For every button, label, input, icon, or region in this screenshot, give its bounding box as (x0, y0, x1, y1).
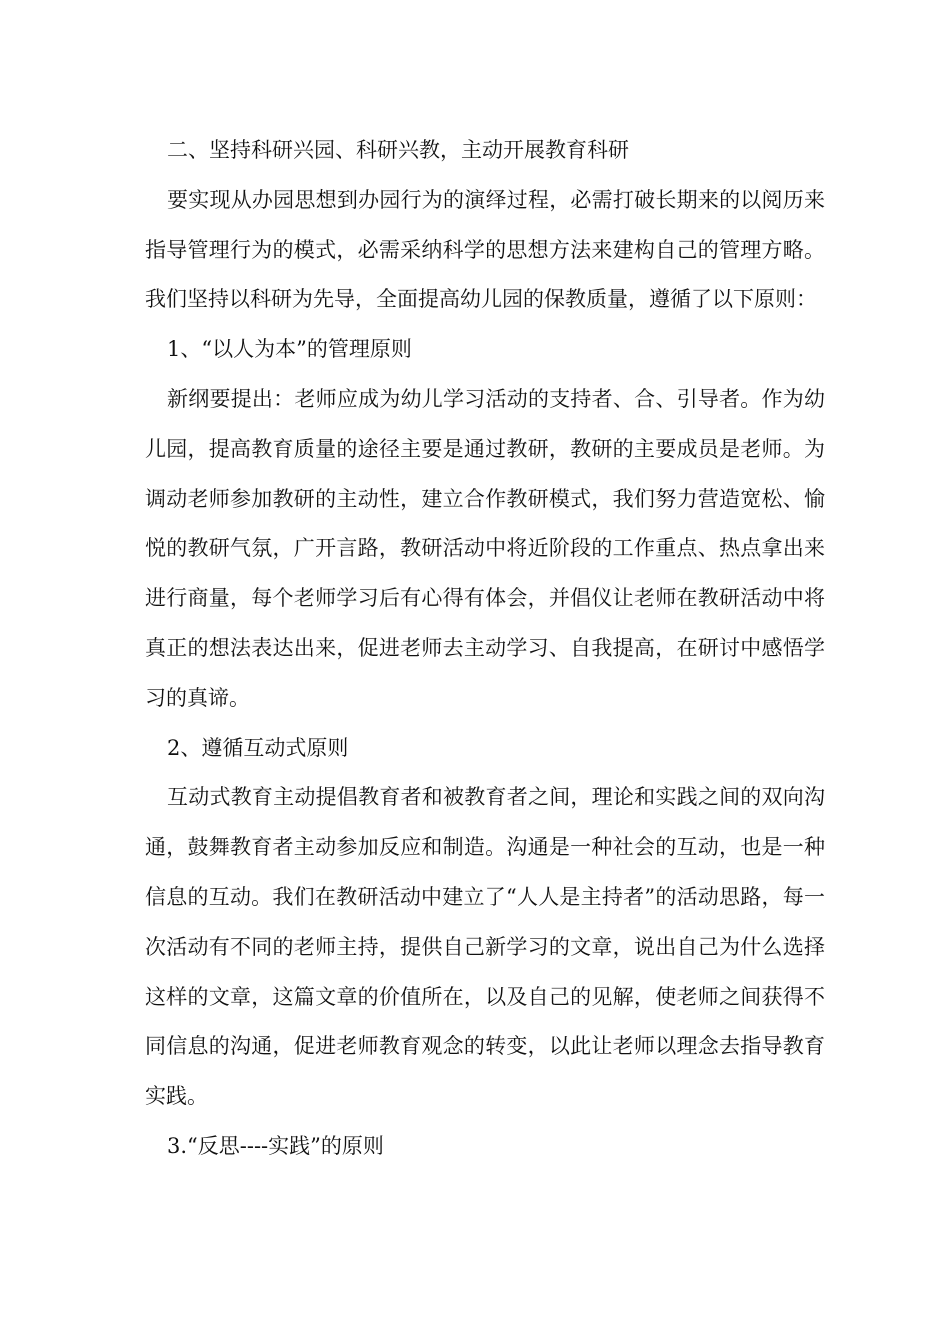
subsection-heading: 3.“反思----实践”的原则 (167, 1133, 384, 1158)
body-paragraph: 互动式教育主动提倡教育者和被教育者之间，理论和实践之间的双向沟通，鼓舞教育者主动参加反应和制造。沟通是一种社会的互动，也是一种信息的互动。我们在教研活动中建立了“人人是主持者”的活动思路，每一次活动有不同的老师主持，提供自己新学习的文章，说出自己为什么选择这样的文章，这篇文章的价值所在，以及自己的见解，使老师之间获得不同信息的沟通，促进老师教育观念的转变，以此让老师以理念去指导教育实践。 (145, 785, 825, 1109)
document-body (145, 126, 825, 1172)
subsection-heading: 1、“以人为本”的管理原则 (167, 337, 412, 362)
body-paragraph: 要实现从办园思想到办园行为的演绎过程，必需打破长期来的以阅历来指导管理行为的模式，必需采纳科学的思想方法来建构自己的管理方略。我们坚持以科研为先导，全面提高幼儿园的保教质量，遵循了以下原则： (145, 187, 825, 312)
section-heading: 二、坚持科研兴园、科研兴教，主动开展教育科研 (167, 138, 629, 162)
subsection-heading: 2、遵循互动式原则 (167, 735, 349, 760)
body-paragraph: 新纲要提出：老师应成为幼儿学习活动的支持者、合、引导者。作为幼儿园，提高教育质量的途径主要是通过教研，教研的主要成员是老师。为调动老师参加教研的主动性，建立合作教研模式，我们努力营造宽松、愉悦的教研气氛，广开言路，教研活动中将近阶段的工作重点、热点拿出来进行商量，每个老师学习后有心得有体会，并倡仪让老师在教研活动中将真正的想法表达出来，促进老师去主动学习、自我提高，在研讨中感悟学习的真谛。 (145, 386, 825, 710)
